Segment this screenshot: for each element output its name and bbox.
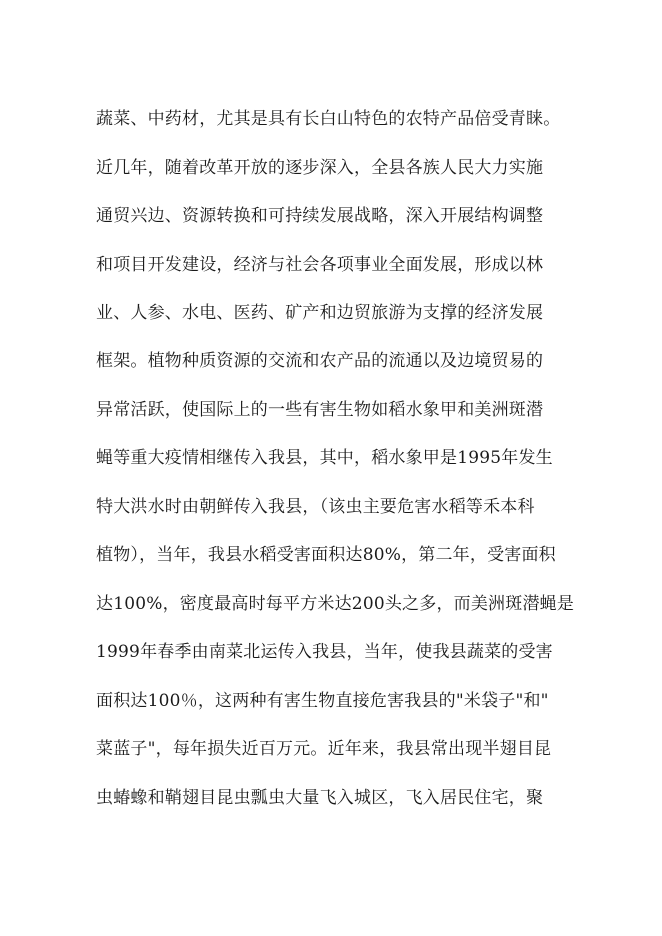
paragraph-line-11: 达100%，密度最高时每平方米达200头之多，而美洲斑潜蝇是	[96, 594, 575, 614]
paragraph-line-5: 业、人参、水电、医药、矿产和边贸旅游为支撑的经济发展	[96, 303, 544, 323]
paragraph-line-4: 和项目开发建设，经济与社会各项事业全面发展，形成以林	[96, 255, 544, 275]
paragraph-line-2: 近几年，随着改革开放的逐步深入，全县各族人民大力实施	[96, 158, 544, 178]
paragraph-line-1: 蔬菜、中药材，尤其是具有长白山特色的农特产品倍受青睐。	[96, 109, 561, 129]
paragraph-line-10: 植物），当年，我县水稻受害面积达80%，第二年，受害面积	[96, 545, 556, 565]
paragraph-line-7: 异常活跃，使国际上的一些有害生物如稻水象甲和美洲斑潜	[96, 400, 544, 420]
paragraph-line-15: 虫蝽蟓和鞘翅目昆虫瓢虫大量飞入城区，飞入居民住宅，聚	[96, 788, 544, 808]
paragraph-line-14: 菜蓝子"，每年损失近百万元。近年来，我县常出现半翅目昆	[96, 739, 552, 759]
paragraph-line-13: 面积达100％，这两种有害生物直接危害我县的"米袋子"和"	[96, 691, 549, 711]
paragraph-line-8: 蝇等重大疫情相继传入我县，其中，稻水象甲是1995年发生	[96, 448, 553, 468]
paragraph-line-3: 通贸兴边、资源转换和可持续发展战略，深入开展结构调整	[96, 206, 544, 226]
paragraph-line-9: 特大洪水时由朝鲜传入我县，（该虫主要危害水稻等禾本科	[96, 497, 535, 517]
paragraph-line-6: 框架。植物种质资源的交流和农产品的流通以及边境贸易的	[96, 351, 544, 371]
paragraph-line-12: 1999年春季由南菜北运传入我县，当年，使我县蔬菜的受害	[96, 642, 553, 662]
